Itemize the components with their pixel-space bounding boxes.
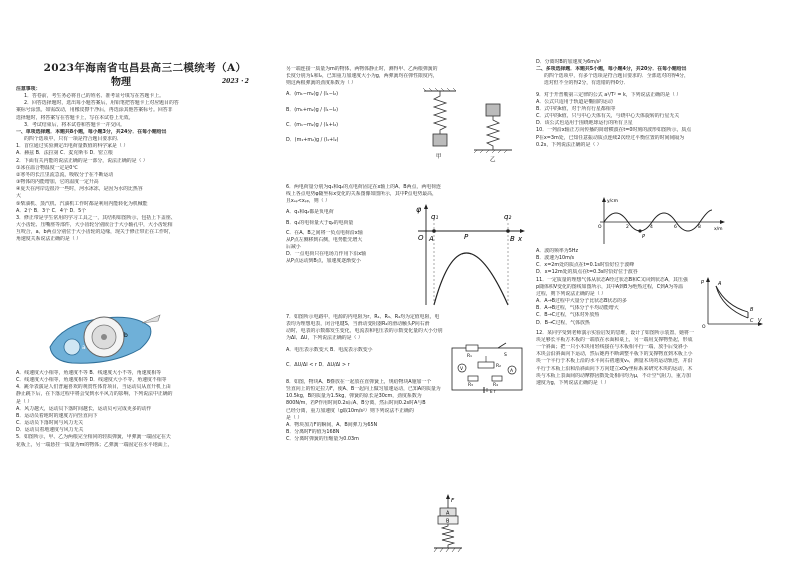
- text-line: p随体积V变化的图线如图所示，其中A到B为绝热过程，C到A为等温: [536, 283, 684, 290]
- text-line: 大小齿轮、压嘴座等部件，大小齿轮分别嵌合于大小轴孔中，大小齿轮相: [16, 221, 173, 228]
- text-line: 速度为g，下列说法正确的是（ ）: [536, 379, 610, 386]
- correction-tape-figure: [42, 307, 162, 369]
- block-a-label: A: [446, 510, 450, 517]
- note-line: 选择题时，将答案写在答题卡上，写在本试卷上无效。: [16, 114, 134, 121]
- text-line: 7．如图所示电路中，电源的内电阻为r，R₁、R₃、R₄均为定值电阻，电: [286, 314, 440, 320]
- text-line: 是（ ）: [16, 398, 33, 405]
- text-line: D．分离时B的加速度为6m/s²: [536, 59, 602, 65]
- origin-label: O: [702, 325, 706, 328]
- text-line: 块一个平行于木板上沿的水平向右初速度v₀，测量木块的运动轨迹，并沿: [536, 358, 693, 365]
- option-line: B．分离时F的值为168N: [286, 429, 340, 436]
- text-line: 花板上，另一端悬挂一质量为m的物体；乙弹簧一端固定在水平地面上，: [16, 441, 173, 448]
- text-line: C．运动员下落时间与风力无关: [16, 420, 83, 427]
- v-axis-label: V: [758, 318, 762, 324]
- q1-label: q₁: [431, 213, 439, 221]
- option-line: A．A→B过程中大量分子比状态B状态的多: [536, 298, 627, 305]
- force-label: F: [451, 498, 455, 504]
- voltmeter-label: V: [460, 367, 464, 372]
- q2-label: q₂: [504, 213, 512, 221]
- y-axis-label: y/cm: [607, 199, 619, 204]
- option-line: D．一点电荷只在电场力作用下沿x轴: [286, 251, 367, 258]
- column-1-lower: [16, 370, 274, 449]
- option-line: 后减小: [286, 244, 301, 251]
- x-tick-label: 2: [626, 225, 629, 230]
- option-line: A．物块加力F的瞬间，A、B间弹力为65N: [286, 421, 378, 428]
- text-line: A．风力越大，运动员下落时间越长，运动员可完成更多的动作: [16, 405, 152, 412]
- option-line: B．波速为10m/s: [536, 255, 575, 262]
- text-line: 过程，则下列说法正确的是（ ）: [536, 290, 607, 297]
- option-line: D．x=12m处的质点在t=0.3s时恰好位于波谷: [536, 269, 638, 276]
- text-line: 长度分别为l₁和l₂，已知重力加速度大小为g，两弹簧均在弹性限度内，: [286, 73, 438, 80]
- option-line: C．式中的k值，只与中心天体有关，与绕中心天体旋转的行星无关: [536, 113, 680, 120]
- x-tick-label: 6: [674, 225, 677, 230]
- note-line: 3．考试结束后，将本试卷和答题卡一并交回。: [24, 121, 125, 128]
- option-line: C．ΔU/ΔI < r D．ΔU/ΔI > r: [286, 361, 350, 368]
- p-axis-label: p: [701, 279, 705, 285]
- text-line: 0.2s，下列说法正确的是（ ）: [536, 141, 602, 148]
- exam-date: 2023・2: [222, 78, 249, 85]
- subject: 物理: [111, 77, 131, 88]
- x-tick-label: 8: [698, 225, 701, 230]
- text-line: 块足够长平板方木板的一端放在水面和桌上，另一端用支撑物垫起，形成: [536, 336, 693, 343]
- state-A-label: A: [718, 281, 722, 287]
- text-line: 一、单项选择题．本题共8小题，每小题3分，共24分．在每小题给出: [16, 128, 167, 135]
- text-line: C．线速度大小相等，角速度相等 D．线速度大小不等，角速度不相等: [16, 377, 167, 384]
- phi-axis-label: φ: [416, 205, 422, 214]
- text-line: 另一端连接一质量为m的物体，两物体静止时，测得甲、乙两根弹簧的: [286, 66, 438, 72]
- text-line: ⑤柴油机、蒸汽机、汽油机工作时都是利用内能转化为机械能: [16, 200, 148, 207]
- text-line: P在x=3m处，已知任意振动质点连续2次经过平衡位置的时间间隔为: [536, 134, 685, 141]
- text-line: 9．对于开普勒第三定律的公式 a³/T² = k，下列说法正确的是（ ）: [536, 91, 682, 98]
- text-line: A．2个 B．3个 C．4个 D．5个: [16, 207, 87, 214]
- x-axis-label: x/m: [714, 227, 723, 232]
- option-line: B．q₁的电荷量大于q₂的电荷量: [286, 219, 354, 226]
- spring-label-jia: 甲: [436, 154, 442, 160]
- option-line: D．(m₁+m₂)g / (l₁+l₂): [286, 136, 339, 143]
- point-P-label: P: [642, 234, 646, 240]
- option-line: C．在A、B之间将一负点电荷沿x轴: [286, 229, 363, 236]
- text-line: 6．两电荷量分别为q₁和q₂的点电荷固定在x轴上的A、B两点，两电荷连: [286, 184, 441, 190]
- option-line: A．(m₁−m₂)g / (l₁−l₂): [286, 91, 339, 98]
- option-line: D．该公式也适用于围绕地球运行的所有卫星: [536, 120, 633, 127]
- option-line: B．A→B过程，气体分子平均动能增大: [536, 305, 619, 312]
- point-b-label: b: [124, 332, 128, 339]
- notes-heading: 注意事项：: [16, 86, 41, 92]
- text-line: 11．一定质量的理想气体从状态A经过状态B和C又回到状态A，其压强: [536, 276, 688, 283]
- option-line: C．x=2m处的质点在t=0.1s时恰好位于波峰: [536, 262, 635, 269]
- text-line: 大: [16, 193, 21, 200]
- text-line: ③物体的内能增加，它的温度一定升高: [16, 179, 99, 186]
- text-line: 且xₐₚ<xₚᵦ，则（ ）: [286, 198, 330, 205]
- point-P-label: P: [464, 233, 469, 241]
- block-b-label: B: [446, 518, 450, 525]
- point-a-label: a: [82, 344, 86, 351]
- state-B-label: B: [750, 307, 754, 313]
- pv-diagram-figure: [700, 276, 764, 328]
- option-line: A．公式只适用于轨道是椭圆的运动: [536, 98, 613, 105]
- note-line: 1．答卷前，考生务必将自己的姓名、准考证号填写在答题卡上。: [24, 93, 165, 100]
- text-line: 则这两根弹簧的劲度系数为（ ）: [286, 80, 357, 87]
- text-line: 为ΔI、ΔU，下列说法正确的是（ ）: [286, 335, 363, 342]
- r3-label: R₃: [468, 383, 473, 388]
- text-line: 选对但不全的得2分，有选错的得0分．: [544, 80, 629, 87]
- text-line: 800N/m，若P作用时间0.2s后A、B分离，然后时间0.2s时A与B: [286, 400, 426, 407]
- x-tick-label: 4: [650, 225, 653, 230]
- option-line: B．式中的k值，对于所有行星都相等: [536, 105, 616, 112]
- origin-label: O: [418, 234, 424, 242]
- x-axis-label: x: [518, 235, 523, 243]
- text-line: 一个斜面；把一只小木块用轻线接在与木板相平行一端，放手后受斜小: [536, 344, 688, 351]
- text-line: 平行于木板上沿和沿斜面向下方向建立xOy坐标系来研究木块的运动，木: [536, 365, 693, 372]
- column-1: [16, 86, 274, 243]
- ammeter-label: A: [510, 369, 514, 374]
- option-line: C．B→C过程，气体对外放热: [536, 312, 600, 319]
- option-line: A．波的频率为5Hz: [536, 248, 579, 254]
- r2-label: R₂: [496, 364, 501, 369]
- text-line: 10.5kg，B的质量为1.5kg，弹簧的原长是30cm，劲度系数为: [286, 393, 422, 400]
- option-line: B．(m₁+m₂)g / (l₁−l₂): [286, 106, 339, 113]
- text-line: ①冰在温合物温度一定是0℃: [16, 164, 78, 171]
- option-line: 从P点运动到B点，加速度逐渐变小: [286, 258, 361, 265]
- text-line: 2．下面有关内能的说法正确的是一部分，说法正确的是（ ）: [16, 157, 148, 164]
- text-line: 已经分离，重力加速度（g取10m/s²）则下列说法不正确的: [286, 407, 414, 414]
- switch-label: S: [504, 353, 507, 358]
- text-line: 角速度关系说法正确的是（ ）: [16, 236, 82, 243]
- option-line: A．电压表示数变大 B．电流表示数变小: [286, 346, 373, 353]
- text-line: A．线速度大小相等，角速度不等 B．线速度大小不等，角速度相等: [16, 370, 162, 376]
- text-line: 8．如图，物块A、B叠放在一起放在直弹簧上，规给物块A施加一个: [286, 378, 432, 385]
- point-B-label: B: [510, 235, 515, 243]
- text-line: 动时，电表的示数都发生变化，电流表和电压表的示数变化量的大小分别: [286, 328, 443, 335]
- text-line: 的四个选项中，只有一项是符合题目要求的．: [24, 136, 122, 143]
- text-line: 是（ ）: [286, 414, 303, 421]
- text-line: A．赫兹 B．法拉第 C．麦克斯韦 D．密立根: [16, 150, 113, 157]
- note-line: 案标号涂黑。如需改动，用橡皮擦干净后，再选涂其他答案标号。回答非: [16, 107, 173, 114]
- text-line: 二、多项选择题．本题共5小题，每小题4分，共20分．在每小题给出: [536, 66, 687, 73]
- text-line: 静止跳下后，在下落过程中将会受到水平风力的影响，下列说法中正确的: [16, 391, 173, 398]
- origin-label: O: [598, 225, 602, 230]
- potential-graph-figure: [414, 203, 526, 307]
- note-line: 2．回答选择题时，选出每小题答案后，用铅笔把答题卡上对应题目的答: [24, 100, 179, 107]
- r4-label: R₄: [493, 383, 498, 388]
- text-line: 5．如图所示，甲、乙为两根完全相同的轻质弹簧，甲弹簧一端固定在天: [16, 434, 171, 441]
- springs-figure: [422, 88, 514, 168]
- option-line: A．q₁和q₂都是负电荷: [286, 209, 334, 216]
- text-line: B．运动员着地时的速度方向竖直向下: [16, 412, 98, 419]
- text-line: 块与木板上表面间的动摩擦因数处处相同均为μ，不计空气阻力，重力加: [536, 372, 691, 379]
- text-line: 3．修正带是学生常用的学习工具之一，其结构如图所示，包括上下盖座、: [16, 214, 176, 221]
- text-line: D．运动员着地速度与风力无关: [16, 427, 84, 434]
- text-line: ④夏天在河岸边很冷一些时，河水冰冻，是因为水的比热容: [16, 186, 143, 193]
- r1-label: R₁: [467, 354, 472, 359]
- text-line: 表均为理想电表，闭合电键S，当滑动变阻器R₂的滑动触头P向右滑: [286, 321, 430, 328]
- text-line: 12．某同学受到老师演示实验启发的思维，设计了如图所示装置，她将一: [536, 329, 694, 336]
- text-line: 10．一列沿x轴正方向传播的简谐横波在t=0时刻的波形如图所示，质点: [536, 127, 692, 134]
- wave-figure: [590, 196, 730, 246]
- text-line: 1．首位通过实验测定出电荷量数值的科学家是（ ）: [16, 143, 129, 150]
- emf-label: E r: [490, 389, 496, 394]
- option-line: D．B→C过程，气体放热: [536, 319, 590, 326]
- point-A-label: A: [429, 235, 434, 243]
- option-line: C．(m₁−m₂)g / (l₁+l₂): [286, 121, 339, 128]
- page-title: 2023年海南省屯昌县高三二模统考（A）: [43, 62, 247, 74]
- spring-label-yi: 乙: [490, 157, 496, 163]
- state-C-label: C: [750, 318, 754, 324]
- text-line: 木块会沿斜面向下运动，然后她再不断调整平板下的支撑物直到木板上小: [536, 351, 693, 358]
- text-line: 竖直向上的恒定拉力F，使A、B一起向上做匀加速运动，已知A的质量为: [286, 386, 441, 393]
- column-3: [536, 59, 784, 149]
- text-line: ②寒冬的长江里流急流，吸收分子在不断运动: [16, 171, 114, 178]
- text-line: 4．跳伞表演是人们普遍喜欢的观赏性体育项目，当运动员从直升机上由: [16, 384, 171, 391]
- blocks-spring-figure: [430, 494, 466, 556]
- option-line: 从P点左侧移到右侧，电势能先增大: [286, 236, 363, 243]
- text-line: 的四个选项中，有多个选项是符合题目要求的．全部选对的得4分，: [544, 73, 689, 80]
- text-line: 线上各点电势φ随坐标x变化的关系图像如图所示，其中P点电势最高，: [286, 191, 437, 198]
- text-line: 互咬合，a、b两点分别位于大小齿轮的边缘，现关于修正带正在工作时，: [16, 229, 174, 236]
- option-line: C．分离时弹簧的压缩量为0.03m: [286, 436, 359, 443]
- circuit-figure: [448, 342, 526, 394]
